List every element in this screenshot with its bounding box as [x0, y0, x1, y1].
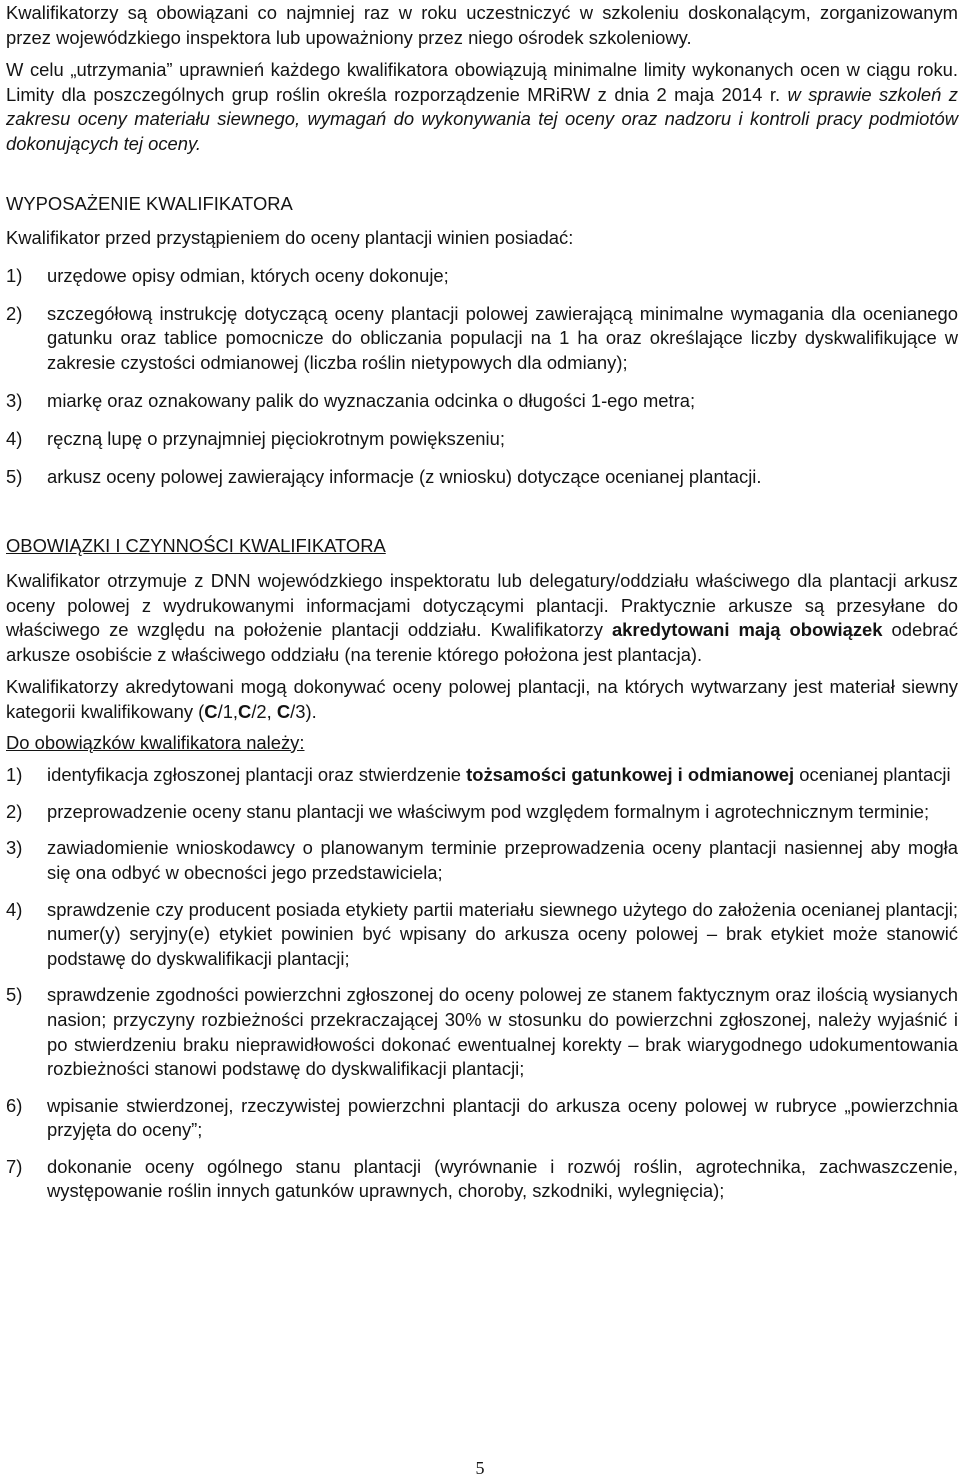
list-item-text: dokonanie oceny ogólnego stanu plantacji (wyrównanie i rozwój roślin, agrotechnika, zachwaszczenie, występowanie roślin innych gatunków uprawnych, choroby, szkodniki, wylegnięcia); [47, 1155, 958, 1202]
obligation-emphasis: akredytowani mają obowiązek [611, 619, 883, 641]
list-item-number: 3) [6, 837, 23, 859]
regulation-title: w sprawie szkoleń z zakresu oceny materiału siewnego, wymagań do wykonywania tej oceny oraz nadzoru i kontroli pracy podmiotów dokonujących tej oceny. [6, 83, 958, 154]
list-item-text: szczegółową instrukcję dotyczącą oceny plantacji polowej zawierającą minimalne wymagania dla ocenianego gatunku oraz tablice pomocnicze do obliczania populacji na 1 ha oraz określające liczby dyskwalifikujące w zakresie czystości odmianowej (liczba roślin nietypowych dla odmiany); [47, 302, 958, 374]
category-suffix: /3). [290, 700, 317, 722]
intro-paragraph-2 [6, 58, 958, 156]
list-item [6, 898, 958, 972]
list-item [6, 389, 958, 414]
category-suffix: /2, [251, 700, 277, 722]
list-item [6, 763, 958, 788]
list-item-text: ręczną lupę o przynajmniej pięciokrotnym powiększeniu; [47, 428, 505, 450]
category-letter: C [204, 700, 218, 722]
duties-paragraph-2-text: Kwalifikatorzy akredytowani mogą dokonywać oceny polowej plantacji, na których wytwarzany jest materiał siewny kategorii kwalifikowany ( [6, 676, 958, 722]
duties-list-title: Do obowiązków kwalifikatora należy: [6, 731, 305, 753]
list-item [6, 427, 958, 452]
list-item-number: 6) [6, 1094, 23, 1116]
list-item [6, 983, 958, 1081]
list-item [6, 264, 958, 289]
equipment-heading: WYPOSAŻENIE KWALIFIKATORA [6, 192, 293, 214]
duties-list [6, 763, 958, 1204]
list-item-number: 1) [6, 264, 23, 286]
list-item [6, 1155, 958, 1204]
list-item-text: zawiadomienie wnioskodawcy o planowanym terminie przeprowadzenia oceny plantacji nasiennej aby mogła się ona odbyć w obecności jego przedstawiciela; [47, 837, 958, 883]
list-item [6, 465, 958, 490]
list-item-text: przeprowadzenie oceny stanu plantacji we właściwym pod względem formalnym i agrotechnicznym terminie; [47, 800, 930, 822]
document-page [6, 1, 958, 1216]
category-suffix: /1, [217, 700, 239, 722]
list-item-text: ocenianej plantacji [794, 764, 951, 786]
list-item [6, 836, 958, 885]
list-item-text: sprawdzenie czy producent posiada etykiety partii materiału siewnego użytego do założenia ocenianej plantacji; numer(y) seryjny(e) etykiet powinien być wpisany do arkusza oceny polowej – brak etykiet może stanowić podstawę do dyskwalifikacji plantacji; [47, 898, 958, 969]
page-number: 5 [475, 1458, 485, 1478]
list-item-text: wpisanie stwierdzonej, rzeczywistej powierzchni plantacji do arkusza oceny polowej w rubryce „powierzchnia przyjęta do oceny”; [47, 1094, 958, 1141]
list-item [6, 1094, 958, 1143]
list-item-text: miarkę oraz oznakowany palik do wyznaczania odcinka o długości 1-ego metra; [47, 390, 696, 412]
list-item-number: 4) [6, 898, 23, 920]
duties-paragraph-1-text-a: Kwalifikator otrzymuje z DNN wojewódzkiego inspektoratu lub delegatury/oddziału właściwego dla plantacji arkusz oceny polowej z wydrukowanymi informacjami dotyczącymi plantacji. Praktycznie arkusze są przesyłane do właściwego ze względu na położenie plantacji oddziału. Kwalifikatorzy [6, 570, 958, 641]
duties-heading: OBOWIĄZKI I CZYNNOŚCI KWALIFIKATORA [6, 535, 386, 557]
list-item-text: identyfikacja zgłoszonej plantacji oraz stwierdzenie [47, 764, 467, 786]
duties-paragraph-1 [6, 569, 958, 667]
list-item-number: 5) [6, 466, 23, 488]
list-item-text: arkusz oceny polowej zawierający informacje (z wniosku) dotyczące ocenianej plantacji. [47, 466, 762, 488]
list-item-number: 5) [6, 984, 23, 1006]
list-item-number: 4) [6, 428, 23, 450]
list-item-number: 2) [6, 302, 23, 324]
list-item [6, 800, 958, 825]
list-item-number: 7) [6, 1155, 23, 1177]
duties-paragraph-1-text-b: odebrać arkusze osobiście z właściwego oddziału (na terenie którego położona jest plantacja). [6, 619, 958, 665]
intro-paragraph-1: Kwalifikatorzy są obowiązani co najmniej raz w roku uczestniczyć w szkoleniu doskonalącym, zorganizowanym przez wojewódzkiego inspektora lub upoważniony przez niego ośrodek szkoleniowy. [6, 2, 958, 48]
equipment-list [6, 264, 958, 490]
identity-emphasis: tożsamości gatunkowej i odmianowej [466, 764, 795, 786]
list-item-number: 2) [6, 800, 23, 822]
category-letter: C [276, 700, 291, 722]
list-item-number: 1) [6, 764, 23, 786]
list-item-text: urzędowe opisy odmian, których oceny dokonuje; [47, 264, 449, 286]
intro-paragraph-2-text: W celu „utrzymania” uprawnień każdego kwalifikatora obowiązują minimalne limity wykonanych ocen w ciągu roku. Limity dla poszczególnych grup roślin określa rozporządzenie MRiRW z dnia 2 maja 2014 r. [6, 59, 958, 105]
category-letter: C [238, 700, 252, 722]
list-item-text: sprawdzenie zgodności powierzchni zgłoszonej do oceny polowej ze stanem faktycznym oraz ilością wysianych nasion; przyczyny rozbieżności przekraczającej 30% w stosunku do powierzchni zgłoszonej, należy wyjaśnić i po stwierdzeniu braku nieprawidłowości dokonać ewentualnej korekty – brak wiarygodnego udokumentowania rozbieżności stanowi podstawę do dyskwalifikacji plantacji; [47, 984, 958, 1080]
list-item [6, 302, 958, 376]
equipment-lead: Kwalifikator przed przystąpieniem do oceny plantacji winien posiadać: [6, 227, 574, 249]
list-item-number: 3) [6, 390, 23, 412]
duties-paragraph-2 [6, 675, 958, 724]
